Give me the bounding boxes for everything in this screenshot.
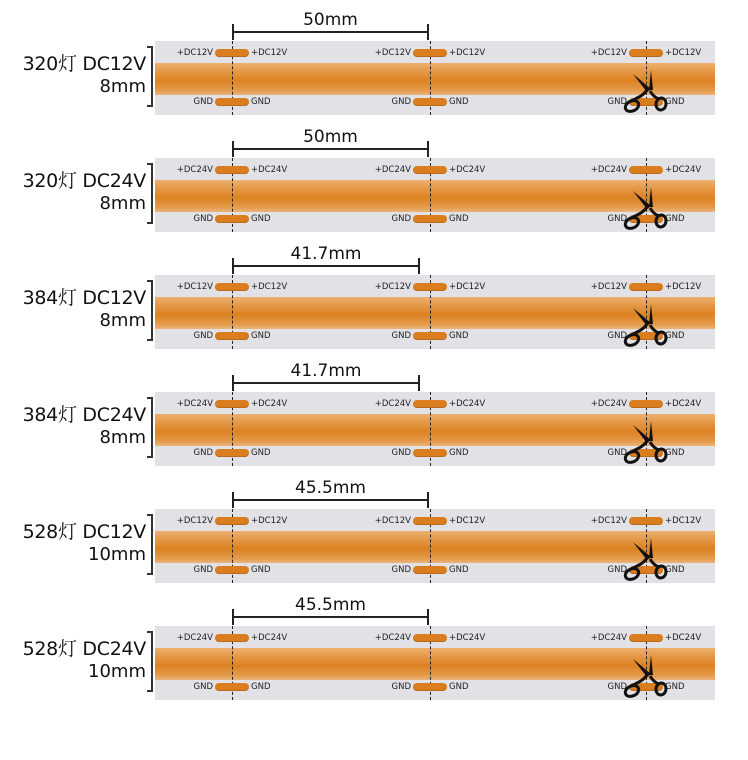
pad-label-ground-left: GND xyxy=(391,97,411,107)
pad-label-ground-left: GND xyxy=(193,682,213,692)
pad-label-positive-right: +DC12V xyxy=(449,516,486,526)
solder-pad-positive xyxy=(629,283,663,291)
solder-pad-positive xyxy=(215,634,249,642)
solder-pad-ground xyxy=(215,566,249,574)
pad-label-positive-left: +DC24V xyxy=(590,165,627,175)
solder-pad-positive xyxy=(215,517,249,525)
solder-pad-positive xyxy=(413,634,447,642)
solder-pad-positive xyxy=(629,49,663,57)
width-bracket xyxy=(147,280,153,341)
solder-pad-positive xyxy=(215,400,249,408)
pad-label-positive-right: +DC24V xyxy=(665,633,702,643)
pad-label-ground-right: GND xyxy=(251,682,271,692)
dimension-line xyxy=(233,31,428,33)
solder-pad-ground xyxy=(215,683,249,691)
pad-label-positive-left: +DC12V xyxy=(590,48,627,58)
strip-width-label: 8mm xyxy=(99,76,146,97)
pad-label-positive-right: +DC12V xyxy=(449,48,486,58)
pad-label-positive-left: +DC24V xyxy=(176,399,213,409)
strip-spec-label: 320灯 DC24V xyxy=(22,170,146,192)
pad-label-positive-left: +DC24V xyxy=(176,165,213,175)
pad-label-positive-left: +DC12V xyxy=(176,516,213,526)
pad-label-ground-right: GND xyxy=(251,448,271,458)
pad-label-ground-right: GND xyxy=(251,97,271,107)
solder-pad-ground xyxy=(413,449,447,457)
solder-pad-ground xyxy=(215,98,249,106)
pad-label-ground-right: GND xyxy=(665,214,685,224)
pad-label-positive-left: +DC12V xyxy=(374,282,411,292)
solder-pad-ground xyxy=(413,215,447,223)
pad-label-positive-left: +DC12V xyxy=(374,516,411,526)
strip-row xyxy=(0,234,748,351)
cut-pitch-label: 41.7mm xyxy=(290,244,362,264)
strip-spec-label: 528灯 DC12V xyxy=(22,521,146,543)
pad-label-positive-left: +DC12V xyxy=(590,282,627,292)
pad-label-positive-right: +DC12V xyxy=(251,516,288,526)
pad-label-ground-left: GND xyxy=(607,97,627,107)
pad-label-ground-left: GND xyxy=(391,448,411,458)
pad-label-positive-left: +DC12V xyxy=(176,282,213,292)
strip-spec-label: 528灯 DC24V xyxy=(22,638,146,660)
solder-pad-ground xyxy=(413,683,447,691)
scissors-icon xyxy=(623,302,671,354)
width-bracket xyxy=(147,46,153,107)
pad-label-ground-right: GND xyxy=(449,565,469,575)
pad-label-positive-right: +DC12V xyxy=(449,282,486,292)
pad-label-ground-left: GND xyxy=(607,448,627,458)
strip-spec-label: 384灯 DC12V xyxy=(22,287,146,309)
pad-label-ground-right: GND xyxy=(251,331,271,341)
strip-width-label: 10mm xyxy=(88,661,146,682)
pad-label-positive-left: +DC12V xyxy=(374,48,411,58)
strip-row xyxy=(0,468,748,585)
solder-pad-positive xyxy=(629,517,663,525)
strip-width-label: 8mm xyxy=(99,193,146,214)
strip-spec-label: 320灯 DC12V xyxy=(22,53,146,75)
solder-pad-positive xyxy=(215,283,249,291)
pad-label-ground-left: GND xyxy=(193,331,213,341)
width-bracket xyxy=(147,163,153,224)
pad-label-ground-left: GND xyxy=(607,682,627,692)
cut-pitch-label: 45.5mm xyxy=(295,478,366,498)
scissors-icon xyxy=(623,185,671,237)
pad-label-positive-right: +DC24V xyxy=(449,633,486,643)
solder-pad-ground xyxy=(413,98,447,106)
scissors-icon xyxy=(623,536,671,588)
scissors-icon xyxy=(623,419,671,471)
pad-label-positive-left: +DC24V xyxy=(590,633,627,643)
pad-label-positive-left: +DC24V xyxy=(176,633,213,643)
pad-label-ground-left: GND xyxy=(193,214,213,224)
pad-label-positive-right: +DC12V xyxy=(665,282,702,292)
dimension-line xyxy=(233,382,419,384)
solder-pad-ground xyxy=(215,215,249,223)
pad-label-positive-right: +DC24V xyxy=(251,165,288,175)
pad-label-ground-right: GND xyxy=(449,97,469,107)
pad-label-ground-left: GND xyxy=(607,565,627,575)
pad-label-ground-left: GND xyxy=(193,97,213,107)
pad-label-positive-left: +DC24V xyxy=(590,399,627,409)
width-bracket xyxy=(147,514,153,575)
strip-row xyxy=(0,351,748,468)
pad-label-ground-right: GND xyxy=(665,448,685,458)
pad-label-positive-right: +DC24V xyxy=(665,399,702,409)
pad-label-ground-right: GND xyxy=(449,682,469,692)
pad-label-ground-right: GND xyxy=(665,97,685,107)
pad-label-ground-right: GND xyxy=(251,565,271,575)
pad-label-ground-right: GND xyxy=(449,331,469,341)
pad-label-positive-right: +DC12V xyxy=(665,48,702,58)
pad-label-ground-right: GND xyxy=(449,448,469,458)
pad-label-positive-right: +DC12V xyxy=(251,48,288,58)
pad-label-positive-right: +DC24V xyxy=(449,165,486,175)
dimension-line xyxy=(233,265,419,267)
pad-label-positive-left: +DC24V xyxy=(374,165,411,175)
strip-row xyxy=(0,117,748,234)
pad-label-ground-right: GND xyxy=(665,682,685,692)
pad-label-ground-right: GND xyxy=(665,331,685,341)
pad-label-ground-left: GND xyxy=(607,331,627,341)
pad-label-ground-left: GND xyxy=(391,331,411,341)
solder-pad-ground xyxy=(413,566,447,574)
pad-label-positive-left: +DC24V xyxy=(374,633,411,643)
strip-row xyxy=(0,585,748,702)
pad-label-positive-right: +DC24V xyxy=(251,633,288,643)
strip-width-label: 8mm xyxy=(99,427,146,448)
strip-width-label: 8mm xyxy=(99,310,146,331)
scissors-icon xyxy=(623,653,671,705)
cut-pitch-label: 41.7mm xyxy=(290,361,362,381)
width-bracket xyxy=(147,631,153,692)
pad-label-positive-right: +DC12V xyxy=(665,516,702,526)
dimension-line xyxy=(233,499,428,501)
solder-pad-positive xyxy=(413,400,447,408)
solder-pad-positive xyxy=(413,283,447,291)
solder-pad-positive xyxy=(413,49,447,57)
solder-pad-positive xyxy=(413,517,447,525)
solder-pad-positive xyxy=(215,49,249,57)
cut-pitch-label: 45.5mm xyxy=(295,595,366,615)
pad-label-positive-right: +DC24V xyxy=(251,399,288,409)
pad-label-positive-right: +DC24V xyxy=(665,165,702,175)
pad-label-positive-left: +DC12V xyxy=(176,48,213,58)
pad-label-positive-left: +DC24V xyxy=(374,399,411,409)
pad-label-ground-left: GND xyxy=(391,214,411,224)
strip-spec-label: 384灯 DC24V xyxy=(22,404,146,426)
strip-row xyxy=(0,0,748,117)
solder-pad-ground xyxy=(413,332,447,340)
solder-pad-ground xyxy=(215,449,249,457)
pad-label-positive-right: +DC24V xyxy=(449,399,486,409)
pad-label-positive-left: +DC12V xyxy=(590,516,627,526)
pad-label-ground-right: GND xyxy=(665,565,685,575)
pad-label-ground-left: GND xyxy=(391,565,411,575)
cut-pitch-label: 50mm xyxy=(303,10,358,30)
dimension-line xyxy=(233,616,428,618)
pad-label-ground-left: GND xyxy=(193,565,213,575)
pad-label-ground-right: GND xyxy=(449,214,469,224)
pad-label-positive-right: +DC12V xyxy=(251,282,288,292)
pad-label-ground-left: GND xyxy=(193,448,213,458)
solder-pad-positive xyxy=(629,400,663,408)
pad-label-ground-left: GND xyxy=(607,214,627,224)
solder-pad-positive xyxy=(629,166,663,174)
scissors-icon xyxy=(623,68,671,120)
pad-label-ground-right: GND xyxy=(251,214,271,224)
pad-label-ground-left: GND xyxy=(391,682,411,692)
solder-pad-positive xyxy=(629,634,663,642)
dimension-line xyxy=(233,148,428,150)
solder-pad-ground xyxy=(215,332,249,340)
width-bracket xyxy=(147,397,153,458)
cut-pitch-label: 50mm xyxy=(303,127,358,147)
solder-pad-positive xyxy=(413,166,447,174)
solder-pad-positive xyxy=(215,166,249,174)
strip-width-label: 10mm xyxy=(88,544,146,565)
